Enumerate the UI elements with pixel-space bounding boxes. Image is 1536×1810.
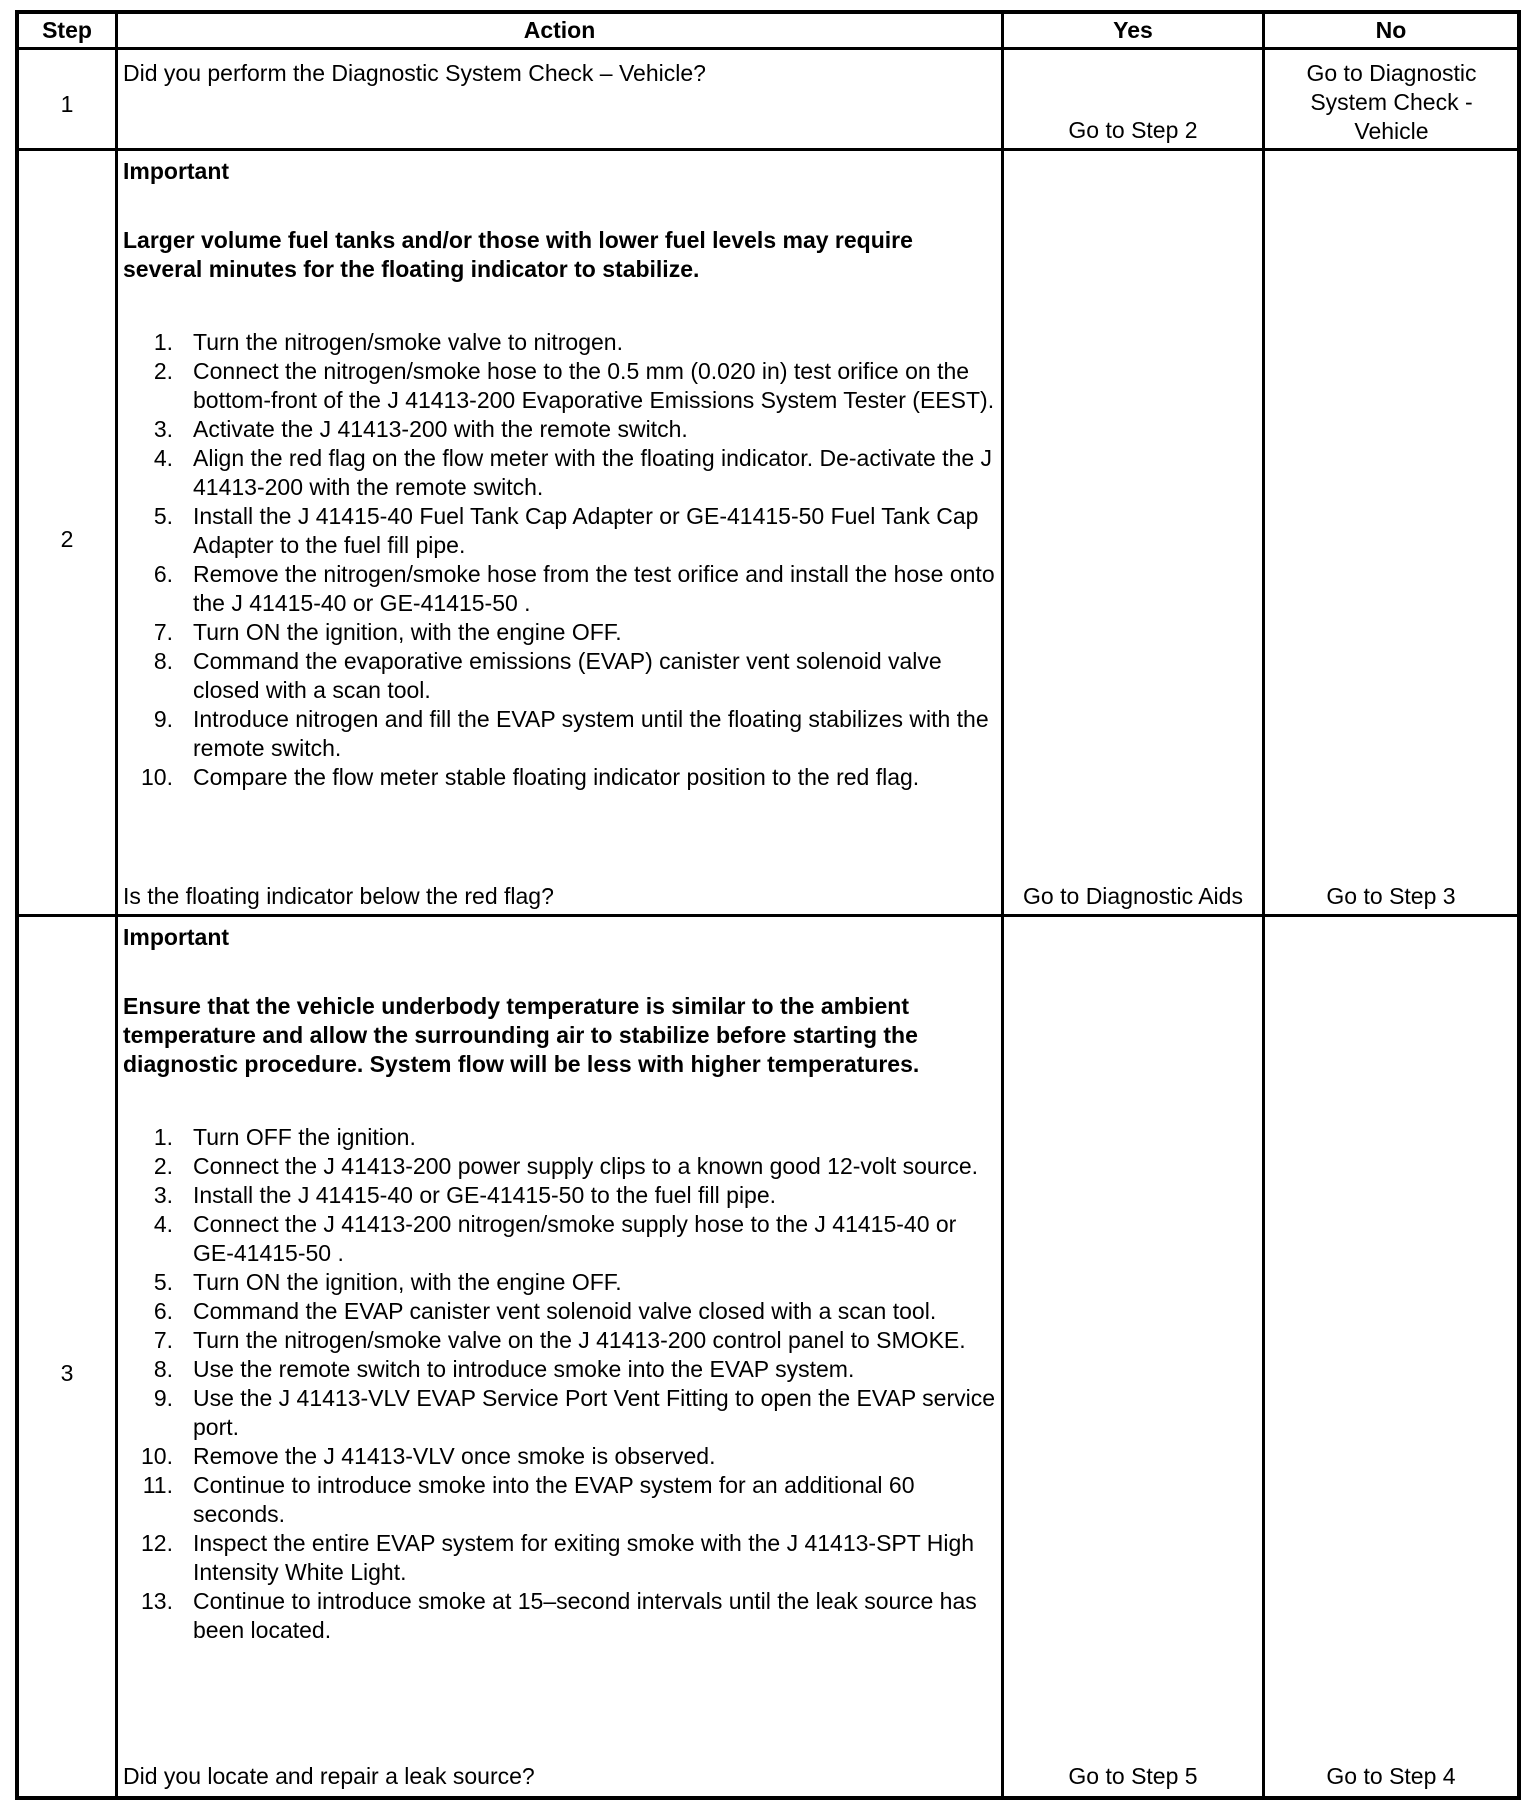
row-divider [19,148,1517,151]
diagnostic-table [15,10,1521,1800]
list-item: 1. Turn OFF the ignition. [153,1124,416,1150]
header-action: Action [523,17,596,43]
list-item: 5. Install the J 41415-40 Fuel Tank Cap Adapter or GE-41415-50 Fuel Tank Cap Adapter to the fuel fill pipe. [153,503,979,558]
list-item: 10. Compare the flow meter stable floating indicator position to the red flag. [141,764,920,790]
list-item: 10. Remove the J 41413-VLV once smoke is observed. [141,1443,716,1469]
step-number: 3 [60,1360,74,1386]
list-item: 1. Turn the nitrogen/smoke valve to nitrogen. [153,329,623,355]
list-item: 12. Inspect the entire EVAP system for exiting smoke with the J 41413-SPT High Intensity White Light. [141,1530,975,1585]
list-item: 3. Activate the J 41413-200 with the remote switch. [153,416,688,442]
list-item: 2. Connect the nitrogen/smoke hose to the 0.5 mm (0.020 in) test orifice on the bottom-front of the J 41413-200 Evaporative Emissions System Tester (EEST). [153,358,995,413]
list-item: 4. Align the red flag on the flow meter with the floating indicator. De-activate the J 41413-200 with the remote switch. [153,445,993,500]
question-text: Did you perform the Diagnostic System Check – Vehicle? [123,60,706,86]
list-item: 8. Command the evaporative emissions (EVAP) canister vent solenoid valve closed with a scan tool. [153,648,942,703]
header-step: Step [42,17,92,43]
step-number: 2 [60,526,74,552]
list-item: 8. Use the remote switch to introduce smoke into the EVAP system. [153,1356,855,1382]
list-item: 11. Continue to introduce smoke into the EVAP system for an additional 60 seconds. [142,1472,915,1527]
list-item: 7. Turn ON the ignition, with the engine OFF. [153,619,622,645]
important-text: Larger volume fuel tanks and/or those with lower fuel levels may require several minutes for the floating indicator to stabilize. [123,227,913,282]
list-item: 13. Continue to introduce smoke at 15–second intervals until the leak source has been located. [141,1588,977,1643]
important-label: Important [123,158,230,184]
procedure-list [123,328,999,792]
list-item: 4. Connect the J 41413-200 nitrogen/smoke supply hose to the J 41415-40 or GE-41415-50 . [153,1211,957,1266]
procedure-list [123,1123,999,1645]
no-action: Go to Diagnostic System Check - Vehicle [1306,60,1477,144]
list-item: 6. Command the EVAP canister vent solenoid valve closed with a scan tool. [153,1298,937,1324]
no-action: Go to Step 3 [1326,883,1456,909]
header-yes: Yes [1113,17,1153,43]
list-item: 7. Turn the nitrogen/smoke valve on the J 41413-200 control panel to SMOKE. [153,1327,966,1353]
list-item: 3. Install the J 41415-40 or GE-41415-50 to the fuel fill pipe. [153,1182,777,1208]
question-text: Did you locate and repair a leak source? [123,1763,535,1789]
no-action: Go to Step 4 [1326,1763,1456,1789]
yes-action: Go to Step 5 [1068,1763,1198,1789]
list-item: 2. Connect the J 41413-200 power supply clips to a known good 12-volt source. [153,1153,979,1179]
list-item: 9. Introduce nitrogen and fill the EVAP system until the floating stabilizes with the remote switch. [153,706,989,761]
list-item: 5. Turn ON the ignition, with the engine OFF. [153,1269,622,1295]
list-item: 6. Remove the nitrogen/smoke hose from the test orifice and install the hose onto the J 41415-40 or GE-41415-50 . [153,561,995,616]
important-label: Important [123,924,230,950]
question-text: Is the floating indicator below the red flag? [123,883,554,909]
important-text: Ensure that the vehicle underbody temperature is similar to the ambient temperature and allow the surrounding air to stabilize before starting the diagnostic procedure. System flow will be less with higher temperatures. [123,993,920,1077]
row-divider [19,914,1517,917]
header-no: No [1375,17,1407,43]
yes-action: Go to Diagnostic Aids [1023,883,1243,909]
col-divider [115,14,118,1796]
step-number: 1 [60,91,74,117]
list-item: 9. Use the J 41413-VLV EVAP Service Port Vent Fitting to open the EVAP service port. [153,1385,996,1440]
yes-action: Go to Step 2 [1068,117,1198,143]
